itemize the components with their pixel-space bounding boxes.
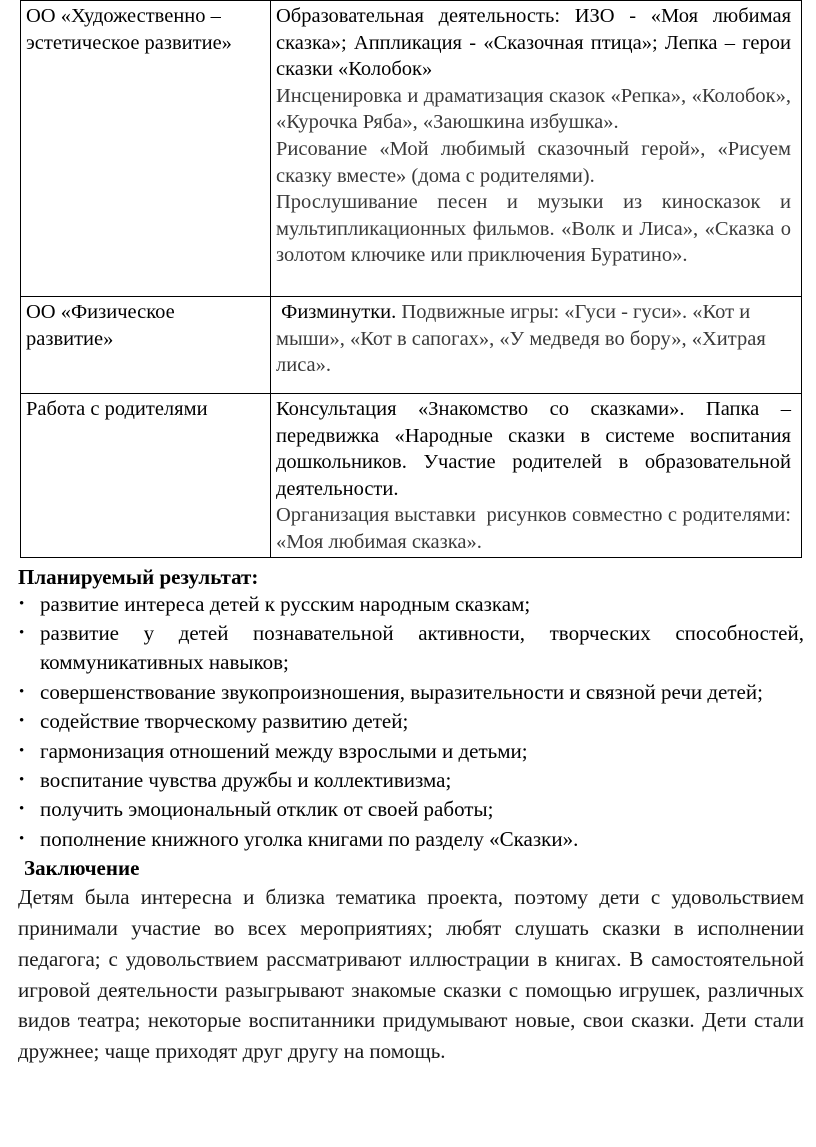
document-page <box>18 0 804 1067</box>
bullet-icon: • <box>19 742 25 759</box>
content-paragraph: Прослушивание песен и музыки из киносказок и мультипликационных фильмов. «Волк и Лиса», «Сказка о золотом ключике или приключения Буратино». <box>276 191 791 267</box>
area-label: Работа с родителями <box>26 398 208 420</box>
list-item-text: развитие у детей познавательной активности, творческих способностей, коммуникативных навыков; <box>40 620 804 675</box>
area-cell <box>21 297 271 394</box>
results-list <box>18 590 804 855</box>
table-row <box>21 1 802 297</box>
content-paragraph: Рисование «Мой любимый сказочный герой», «Рисуем сказку вместе» (дома с родителями). <box>276 137 791 187</box>
list-item-text: получить эмоциональный отклик от своей работы; <box>40 797 494 822</box>
bullet-icon: • <box>19 772 25 788</box>
list-item-text: развитие интереса детей к русским народным сказкам; <box>40 591 531 616</box>
table-row <box>21 394 802 558</box>
content-paragraph: Консультация «Знакомство со сказками». Папка – передвижка «Народные сказки в системе воспитания дошкольников. Участие родителей в образовательной деятельности. <box>276 398 791 500</box>
list-item <box>18 590 804 619</box>
conclusion-paragraph: Детям была интересна и близка тематика проекта, поэтому дети с удовольствием принимали участие во всех мероприятиях; любят слушать сказки в исполнении педагога; с удовольствием рассматривают иллюстрации в книгах. В самостоятельной игровой деятельности разыгрывают знакомые сказки с помощью игрушек, различных видов театра; некоторые воспитанники придумывают новые, свои сказки. Дети стали дружнее; чаще приходят друг другу на помощь. <box>18 885 804 1064</box>
content-lead: Физминутки. <box>276 301 397 323</box>
list-item <box>18 707 804 736</box>
list-item <box>18 678 804 707</box>
content-cell <box>271 394 802 558</box>
bullet-icon: • <box>19 624 25 641</box>
content-paragraph: Инсценировка и драматизация сказок «Репка», «Колобок», «Курочка Ряба», «Заюшкина избушка». <box>276 84 791 134</box>
bullet-icon: • <box>19 683 25 700</box>
area-label: ОО «Художественно – эстетическое развитие» <box>26 5 232 54</box>
content-paragraph: Организация выставки рисунков совместно с родителями: «Моя любимая сказка». <box>276 504 797 553</box>
bullet-icon: • <box>19 595 25 612</box>
area-label: ОО «Физическое развитие» <box>26 301 175 350</box>
content-cell <box>271 297 802 394</box>
list-item-text: содействие творческому развитию детей; <box>40 709 409 734</box>
bullet-icon: • <box>19 801 25 818</box>
area-cell <box>21 1 271 297</box>
list-item-text: воспитание чувства дружбы и коллективизма; <box>40 768 452 792</box>
results-heading: Планируемый результат: <box>18 564 259 589</box>
list-item-text: гармонизация отношений между взрослыми и детьми; <box>40 738 528 763</box>
content-paragraph: Подвижные игры: «Гуси - гуси». «Кот и мыши», «Кот в сапогах», «У медведя во бору», «Хитрая лиса». <box>276 301 766 377</box>
content-cell <box>271 1 802 297</box>
bullet-icon: • <box>19 713 25 730</box>
list-item <box>18 825 804 854</box>
table-row <box>21 297 802 394</box>
list-item <box>18 795 804 824</box>
content-paragraph: Образовательная деятельность: ИЗО - «Моя любимая сказка»; Аппликация - «Сказочная птица»; Лепка – герои сказки «Колобок» <box>276 5 791 81</box>
activities-table <box>20 0 802 558</box>
list-item <box>18 619 804 678</box>
list-item <box>18 766 804 795</box>
list-item-text: совершенствование звукопроизношения, выразительности и связной речи детей; <box>40 679 763 704</box>
list-item-text: пополнение книжного уголка книгами по разделу «Сказки». <box>40 826 579 851</box>
area-cell <box>21 394 271 558</box>
list-item <box>18 737 804 766</box>
bullet-icon: • <box>19 830 25 847</box>
conclusion-heading: Заключение <box>24 856 140 881</box>
